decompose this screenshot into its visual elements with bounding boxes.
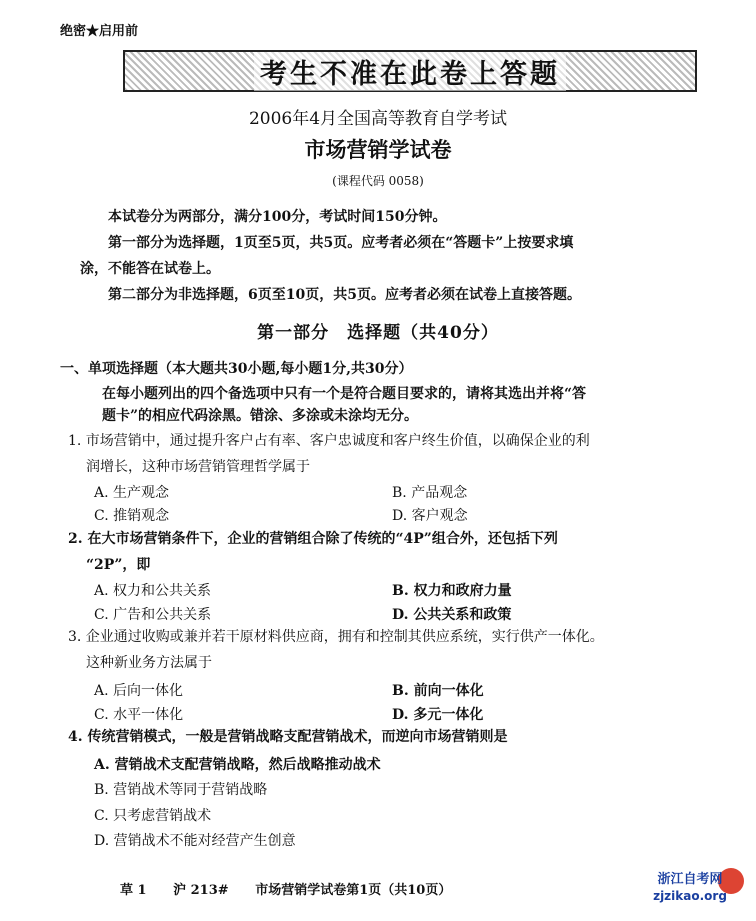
section-title: 第一部分 选择题（共40分） — [257, 323, 499, 343]
option-4d: D. 营销战术不能对经营产生创意 — [94, 833, 296, 849]
option-3b: B. 前向一体化 — [392, 683, 484, 699]
option-3c: C. 水平一体化 — [94, 707, 184, 723]
question-text: 2. 在大市场营销条件下，企业的营销组合除了传统的“4P”组合外，还包括下列 — [68, 531, 558, 547]
page-footer — [120, 879, 473, 898]
option-3a: A. 后向一体化 — [94, 683, 184, 699]
footer-left: 草 1 — [120, 883, 147, 898]
instruction-line: 涂，不能答在试卷上。 — [80, 261, 220, 277]
course-code: (课程代码 0058) — [332, 174, 424, 188]
warning-banner — [123, 50, 697, 92]
option-1c: C. 推销观念 — [94, 508, 170, 524]
question-text: 1. 市场营销中，通过提升客户占有率、客户忠诚度和客户终生价值，以确保企业的利 — [68, 433, 590, 449]
question-text: 3. 企业通过收购或兼并若干原材料供应商，拥有和控制其供应系统，实行供产一体化。 — [68, 629, 604, 645]
part-note-line: 在每小题列出的四个备选项中只有一个是符合题目要求的，请将其选出并将“答 — [102, 386, 587, 402]
warning-banner-text: 考生不准在此卷上答题 — [254, 52, 566, 91]
question-2 — [68, 526, 558, 578]
option-1d: D. 客户观念 — [392, 508, 468, 524]
question-1 — [68, 428, 590, 480]
option-1b: B. 产品观念 — [392, 485, 468, 501]
instruction-line: 第二部分为非选择题，6页至10页，共5页。应考者必须在试卷上直接答题。 — [108, 287, 581, 303]
part-note-line: 题卡”的相应代码涂黑。错涂、多涂或未涂均无分。 — [102, 408, 419, 424]
paper-title: 市场营销学试卷 — [304, 137, 452, 162]
question-text: 这种新业务方法属于 — [86, 655, 212, 671]
instructions — [80, 204, 700, 308]
option-4b: B. 营销战术等同于营销战略 — [94, 782, 268, 798]
question-text: “2P”，即 — [86, 557, 151, 573]
option-2a: A. 权力和公共关系 — [94, 583, 212, 599]
footer-middle: 沪 213# — [173, 883, 229, 898]
option-3d: D. 多元一体化 — [392, 707, 484, 723]
question-3 — [68, 624, 604, 676]
footer-right: 市场营销学试卷第1页（共10页） — [255, 883, 452, 898]
option-4c: C. 只考虑营销战术 — [94, 808, 212, 824]
instruction-line: 本试卷分为两部分，满分100分，考试时间150分钟。 — [108, 209, 447, 225]
option-2b: B. 权力和政府力量 — [392, 583, 512, 599]
confidential-label: 绝密★启用前 — [60, 24, 139, 39]
option-2d: D. 公共关系和政策 — [392, 607, 512, 623]
question-text: 润增长，这种市场营销管理哲学属于 — [86, 459, 310, 475]
question-4: 4. 传统营销模式，一般是营销战略支配营销战术，而逆向市场营销则是 — [68, 729, 508, 745]
exam-title: 2006年4月全国高等教育自学考试 — [248, 109, 508, 129]
instruction-line: 第一部分为选择题，1页至5页，共5页。应考者必须在“答题卡”上按要求填 — [108, 235, 574, 251]
watermark — [635, 868, 745, 903]
watermark-name: 浙江自考网 — [657, 872, 723, 887]
option-2c: C. 广告和公共关系 — [94, 607, 212, 623]
option-1a: A. 生产观念 — [94, 485, 170, 501]
watermark-url: zjzikao.org — [653, 889, 727, 903]
part-heading: 一、单项选择题（本大题共30小题,每小题1分,共30分） — [60, 361, 413, 377]
option-4a: A. 营销战术支配营销战略，然后战略推动战术 — [94, 757, 381, 773]
